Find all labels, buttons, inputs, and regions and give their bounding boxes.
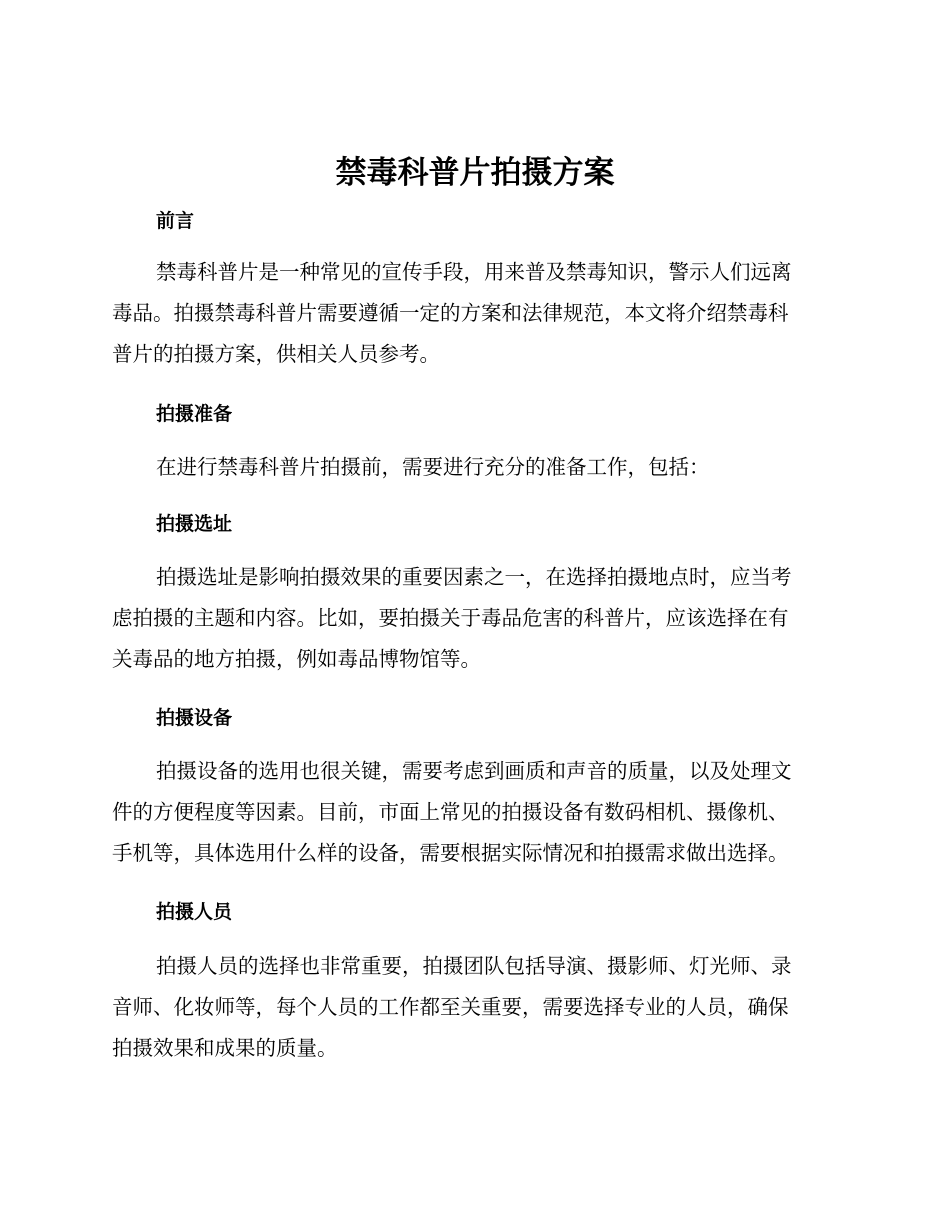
- section-heading-personnel: 拍摄人员: [156, 901, 233, 923]
- section-heading-equipment: 拍摄设备: [156, 707, 233, 729]
- section-paragraph-preface: [112, 252, 837, 375]
- document-title: 禁毒科普片拍摄方案: [335, 155, 615, 191]
- paragraph-line: 禁毒科普片是一种常见的宣传手段，用来普及禁毒知识，警示人们远离: [156, 260, 792, 284]
- paragraph-line: 毒品。拍摄禁毒科普片需要遵循一定的方案和法律规范，本文将介绍禁毒科: [112, 301, 789, 325]
- section-paragraph-preparation: [112, 447, 837, 488]
- section-heading-preface: 前言: [156, 210, 195, 232]
- paragraph-line: 手机等，具体选用什么样的设备，需要根据实际情况和拍摄需求做出选择。: [112, 841, 789, 865]
- section-heading-preparation: 拍摄准备: [156, 403, 233, 425]
- paragraph-line: 普片的拍摄方案，供相关人员参考。: [112, 342, 440, 366]
- section-paragraph-personnel: [112, 946, 837, 1069]
- paragraph-line: 拍摄选址是影响拍摄效果的重要因素之一，在选择拍摄地点时，应当考: [156, 565, 792, 589]
- paragraph-line: 件的方便程度等因素。目前，市面上常见的拍摄设备有数码相机、摄像机、: [112, 800, 789, 824]
- section-paragraph-location: [112, 557, 837, 680]
- paragraph-line: 在进行禁毒科普片拍摄前，需要进行充分的准备工作，包括：: [156, 455, 710, 479]
- paragraph-line: 关毒品的地方拍摄，例如毒品博物馆等。: [112, 647, 481, 671]
- paragraph-line: 拍摄人员的选择也非常重要，拍摄团队包括导演、摄影师、灯光师、录: [156, 954, 792, 978]
- paragraph-line: 音师、化妆师等，每个人员的工作都至关重要，需要选择专业的人员，确保: [112, 995, 789, 1019]
- paragraph-line: 虑拍摄的主题和内容。比如，要拍摄关于毒品危害的科普片，应该选择在有: [112, 606, 789, 630]
- paragraph-line: 拍摄效果和成果的质量。: [112, 1036, 338, 1060]
- section-heading-location: 拍摄选址: [156, 513, 233, 535]
- paragraph-line: 拍摄设备的选用也很关键，需要考虑到画质和声音的质量，以及处理文: [156, 759, 792, 783]
- section-paragraph-equipment: [112, 751, 837, 874]
